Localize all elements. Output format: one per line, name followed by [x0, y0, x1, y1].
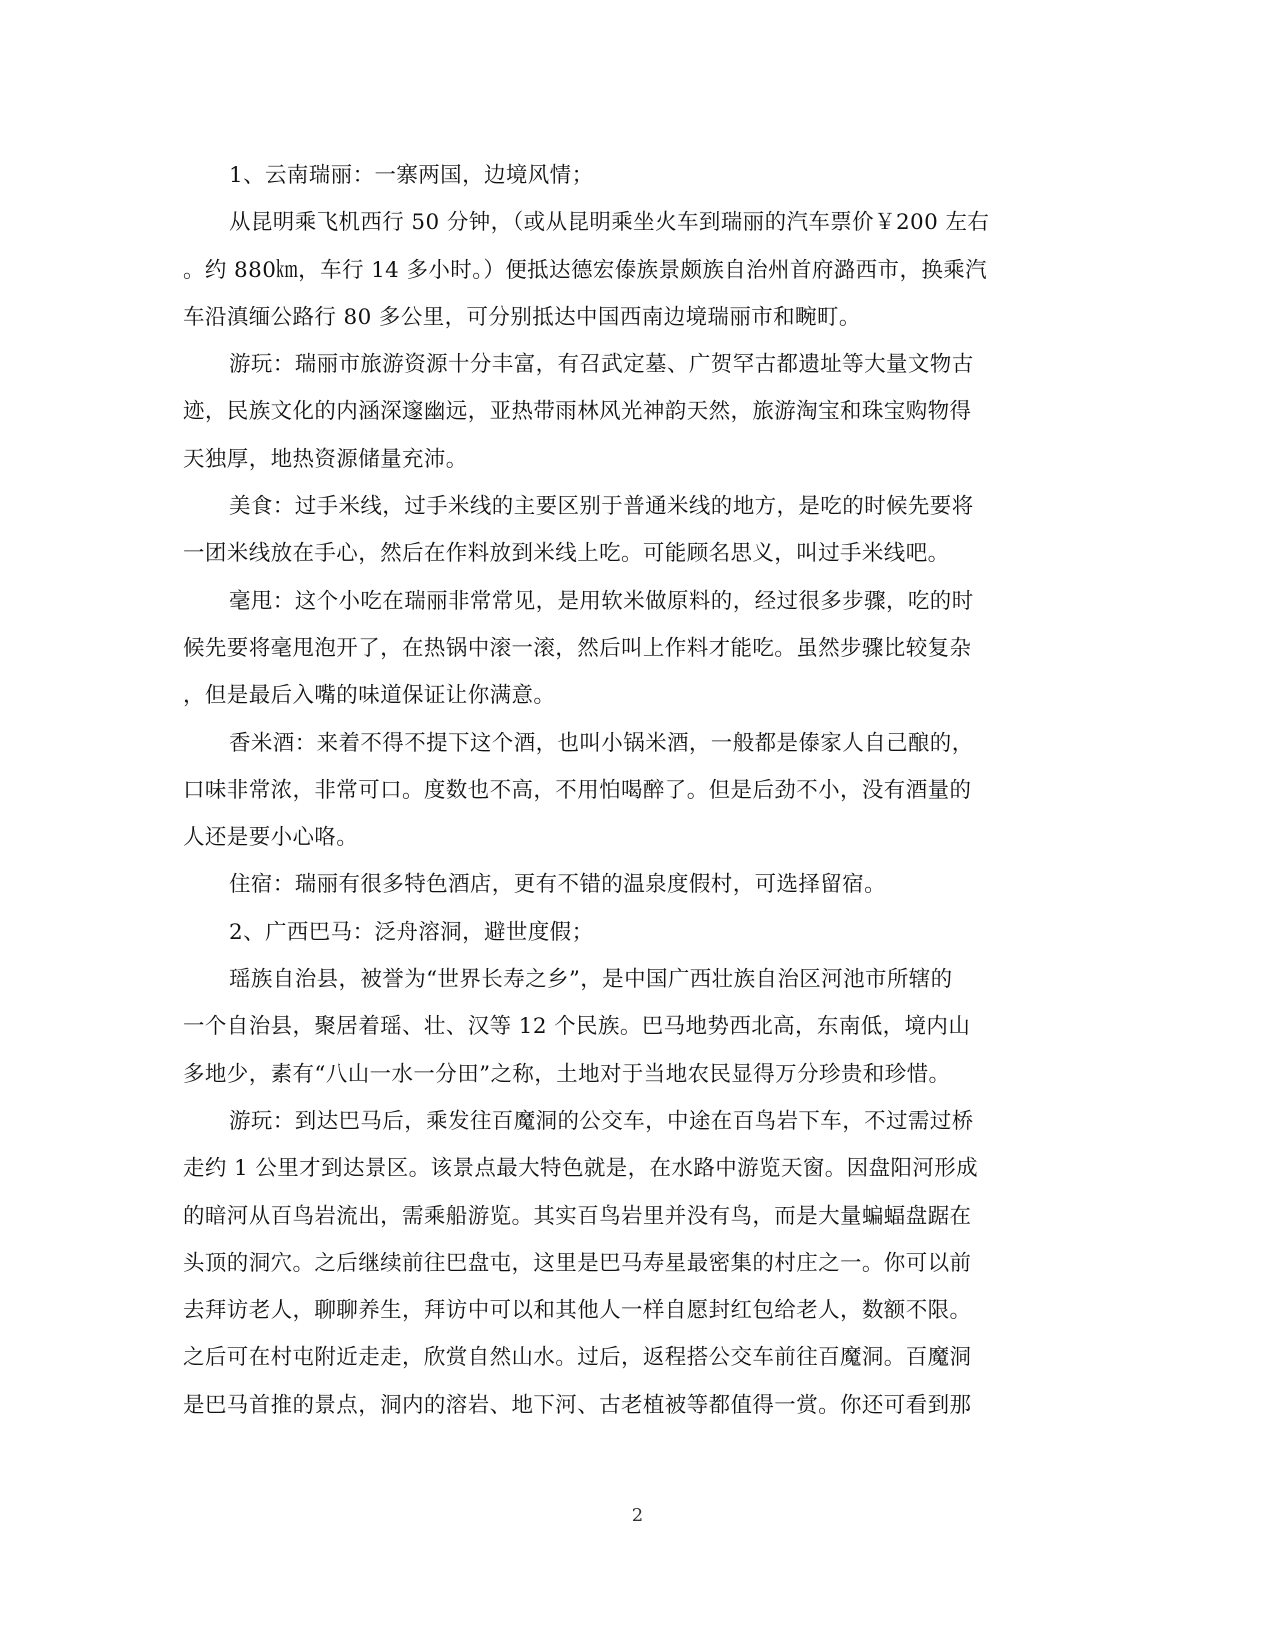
paragraph-line: 迹，民族文化的内涵深邃幽远，亚热带雨林风光神韵天然，旅游淘宝和珠宝购物得: [183, 399, 972, 425]
paragraph-line: 的暗河从百鸟岩流出，需乘船游览。其实百鸟岩里并没有鸟，而是大量蝙蝠盘踞在: [183, 1203, 972, 1229]
paragraph-line: 车沿滇缅公路行 80 多公里，可分别抵达中国西南边境瑞丽市和畹町。: [183, 304, 861, 330]
paragraph-line: 住宿：瑞丽有很多特色酒店，更有不错的温泉度假村，可选择留宿。: [229, 872, 887, 898]
paragraph-line: 游玩：到达巴马后，乘发往百魔洞的公交车，中途在百鸟岩下车，不过需过桥: [229, 1108, 974, 1134]
page-number: 2: [631, 1505, 644, 1526]
paragraph-line: 香米酒：来着不得不提下这个酒，也叫小锅米酒，一般都是傣家人自己酿的，: [229, 730, 974, 756]
paragraph-line: 一个自治县，聚居着瑶、壮、汉等 12 个民族。巴马地势西北高，东南低，境内山: [183, 1014, 971, 1040]
paragraph-line: 去拜访老人，聊聊养生，拜访中可以和其他人一样自愿封红包给老人，数额不限。: [183, 1298, 972, 1324]
paragraph-line: 口味非常浓，非常可口。度数也不高，不用怕喝醉了。但是后劲不小，没有酒量的: [183, 777, 972, 803]
document-body: [183, 152, 1057, 1429]
paragraph-line: 从昆明乘飞机西行 50 分钟，（或从昆明乘坐火车到瑞丽的汽车票价￥200 左右: [229, 210, 990, 236]
paragraph-line: 。约 880㎞，车行 14 多小时。）便抵达德宏傣族景颇族自治州首府潞西市，换乘汽: [183, 257, 988, 283]
paragraph-line: ，但是最后入嘴的味道保证让你满意。: [183, 683, 556, 709]
paragraph-line: 天独厚，地热资源储量充沛。: [183, 446, 468, 472]
paragraph-line: 瑶族自治县，被誉为“世界长寿之乡”，是中国广西壮族自治区河池市所辖的: [229, 967, 953, 993]
section-heading-yunnan-ruili: 1、云南瑞丽：一寨两国，边境风情；: [229, 163, 594, 188]
paragraph-line: 头顶的洞穴。之后继续前往巴盘屯，这里是巴马寿星最密集的村庄之一。你可以前: [183, 1250, 972, 1276]
paragraph-line: 多地少，素有“八山一水一分田”之称，土地对于当地农民显得万分珍贵和珍惜。: [183, 1061, 951, 1087]
paragraph-line: 候先要将毫甩泡开了，在热锅中滚一滚，然后叫上作料才能吃。虽然步骤比较复杂: [183, 635, 972, 661]
section-heading-guangxi-bama: 2、广西巴马：泛舟溶洞，避世度假；: [229, 919, 594, 945]
paragraph-line: 一团米线放在手心，然后在作料放到米线上吃。可能顾名思义，叫过手米线吧。: [183, 541, 950, 567]
paragraph-line: 美食：过手米线，过手米线的主要区别于普通米线的地方，是吃的时候先要将: [229, 494, 974, 520]
paragraph-line: 游玩：瑞丽市旅游资源十分丰富，有召武定墓、广贺罕古都遗址等大量文物古: [229, 352, 974, 378]
paragraph-line: 走约 1 公里才到达景区。该景点最大特色就是，在水路中游览天窗。因盘阳河形成: [183, 1156, 979, 1182]
paragraph-line: 之后可在村屯附近走走，欣赏自然山水。过后，返程搭公交车前往百魔洞。百魔洞: [183, 1345, 972, 1371]
paragraph-line: 人还是要小心咯。: [183, 825, 359, 851]
paragraph-line: 是巴马首推的景点，洞内的溶岩、地下河、古老植被等都值得一赏。你还可看到那: [183, 1392, 972, 1418]
paragraph-line: 毫甩：这个小吃在瑞丽非常常见，是用软米做原料的，经过很多步骤，吃的时: [229, 588, 974, 614]
